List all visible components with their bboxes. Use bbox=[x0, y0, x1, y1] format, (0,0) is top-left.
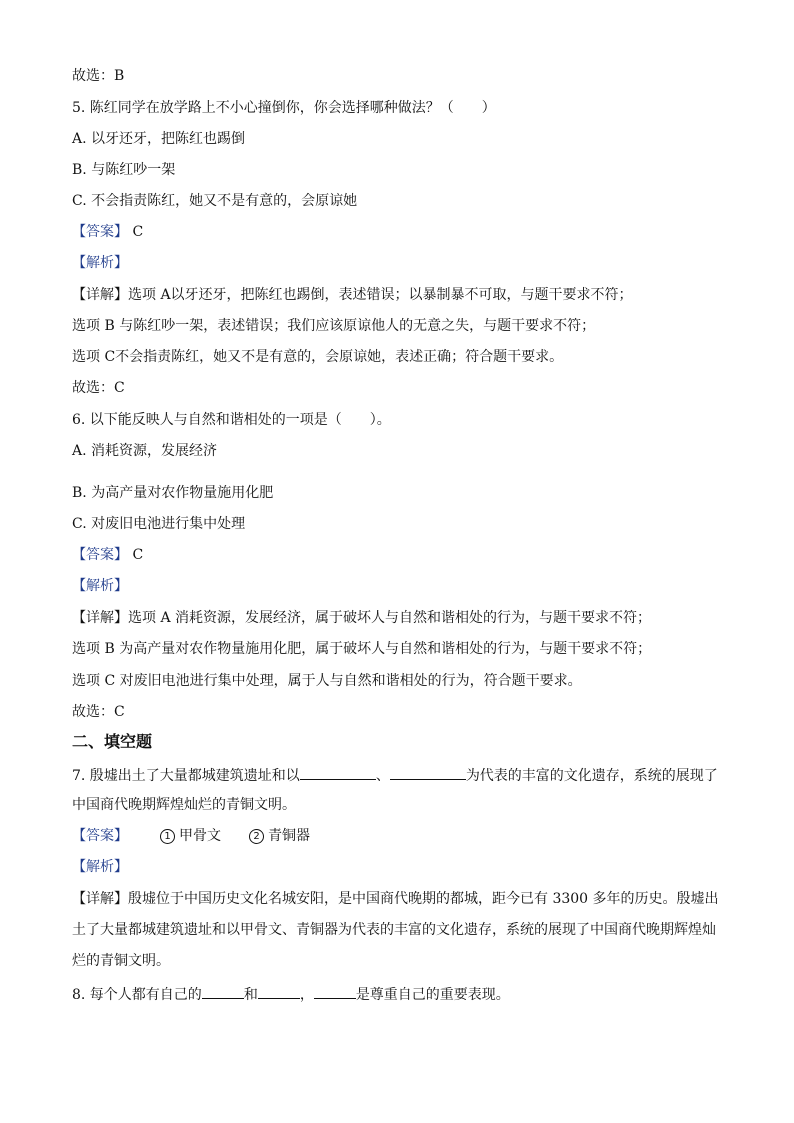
circled-number-2: 2 bbox=[249, 829, 264, 844]
q6-explanation-2: 选项 B 为高产量对农作物量施用化肥，属于破坏人与自然和谐相处的行为，与题干要求不符； bbox=[72, 641, 652, 657]
q5-explanation-2: 选项 B 与陈红吵一架，表述错误；我们应该原谅他人的无意之失，与题干要求不符； bbox=[72, 318, 596, 334]
answer-value-1: 甲骨文 bbox=[179, 828, 221, 844]
question-6: 6. 以下能反映人与自然和谐相处的一项是（ ）。 bbox=[72, 412, 391, 428]
question-7 bbox=[72, 765, 718, 785]
q5-analysis-tag: 【解析】 bbox=[72, 255, 128, 271]
answer-choice-line: 故选：B bbox=[72, 68, 125, 84]
q8-blank-3 bbox=[314, 984, 356, 999]
detail-text: 殷墟位于中国历史文化名城安阳，是中国商代晚期的都城，距今已有 3300 多年的历史。殷墟出 bbox=[128, 891, 719, 907]
q5-explanation-1 bbox=[72, 286, 633, 304]
answer-value-2: 青铜器 bbox=[268, 828, 310, 844]
detail-text: 选项 A以牙还牙，把陈红也踢倒，表述错误；以暴制暴不可取，与题干要求不符； bbox=[128, 287, 633, 303]
q7-answer bbox=[72, 827, 310, 845]
q7-blank-2 bbox=[390, 765, 466, 780]
q6-explanation-1 bbox=[72, 609, 651, 627]
q5-answer bbox=[72, 223, 143, 241]
detail-tag: 【详解】 bbox=[72, 610, 128, 626]
answer-value: C bbox=[132, 224, 144, 240]
answer-tag: 【答案】 bbox=[72, 547, 128, 563]
answer-value: C bbox=[132, 547, 144, 563]
q6-explanation-3: 选项 C 对废旧电池进行集中处理，属于人与自然和谐相处的行为，符合题干要求。 bbox=[72, 673, 582, 689]
question-8 bbox=[72, 984, 510, 1004]
detail-text: 选项 A 消耗资源，发展经济，属于破坏人与自然和谐相处的行为，与题干要求不符； bbox=[128, 610, 652, 626]
q5-option-c: C. 不会指责陈红，她又不是有意的，会原谅她 bbox=[72, 193, 358, 209]
circled-number-1: 1 bbox=[160, 829, 175, 844]
q8-text-1: 8. 每个人都有自己的 bbox=[72, 987, 202, 1003]
q7-blank-1 bbox=[300, 765, 376, 780]
answer-tag: 【答案】 bbox=[72, 224, 128, 240]
detail-tag: 【详解】 bbox=[72, 287, 128, 303]
q5-selection: 故选：C bbox=[72, 380, 125, 396]
q7-text-2: 、 bbox=[375, 768, 390, 784]
q5-option-b: B. 与陈红吵一架 bbox=[72, 162, 176, 178]
q7-explanation-1 bbox=[72, 890, 719, 908]
q5-explanation-3: 选项 C不会指责陈红，她又不是有意的，会原谅她，表述正确；符合题干要求。 bbox=[72, 349, 564, 365]
q6-analysis-tag: 【解析】 bbox=[72, 578, 128, 594]
answer-tag: 【答案】 bbox=[72, 828, 128, 844]
q6-option-c: C. 对废旧电池进行集中处理 bbox=[72, 516, 246, 532]
q6-selection: 故选：C bbox=[72, 704, 125, 720]
q8-blank-1 bbox=[202, 984, 244, 999]
q8-text-2: 和 bbox=[243, 987, 258, 1003]
q5-option-a: A. 以牙还牙，把陈红也踢倒 bbox=[72, 131, 246, 147]
q8-text-3: ， bbox=[299, 987, 314, 1003]
q8-blank-2 bbox=[258, 984, 300, 999]
question-7-line-2: 中国商代晚期辉煌灿烂的青铜文明。 bbox=[72, 797, 296, 813]
q6-option-b: B. 为高产量对农作物量施用化肥 bbox=[72, 485, 274, 501]
detail-tag: 【详解】 bbox=[72, 891, 128, 907]
q6-option-a: A. 消耗资源，发展经济 bbox=[72, 443, 218, 459]
q6-answer bbox=[72, 546, 143, 564]
q7-text-1: 7. 殷墟出土了大量都城建筑遗址和以 bbox=[72, 768, 300, 784]
q7-explanation-3: 烂的青铜文明。 bbox=[72, 953, 170, 969]
q7-explanation-2: 土了大量都城建筑遗址和以甲骨文、青铜器为代表的丰富的文化遗存，系统的展现了中国商代晚期辉煌灿 bbox=[72, 922, 716, 938]
q7-text-3: 为代表的丰富的文化遗存，系统的展现了 bbox=[465, 768, 718, 784]
question-5: 5. 陈红同学在放学路上不小心撞倒你，你会选择哪种做法？（ ） bbox=[72, 100, 496, 116]
section-heading-fill-in: 二、填空题 bbox=[72, 732, 153, 751]
q8-text-4: 是尊重自己的重要表现。 bbox=[355, 987, 510, 1003]
q7-analysis-tag: 【解析】 bbox=[72, 859, 128, 875]
